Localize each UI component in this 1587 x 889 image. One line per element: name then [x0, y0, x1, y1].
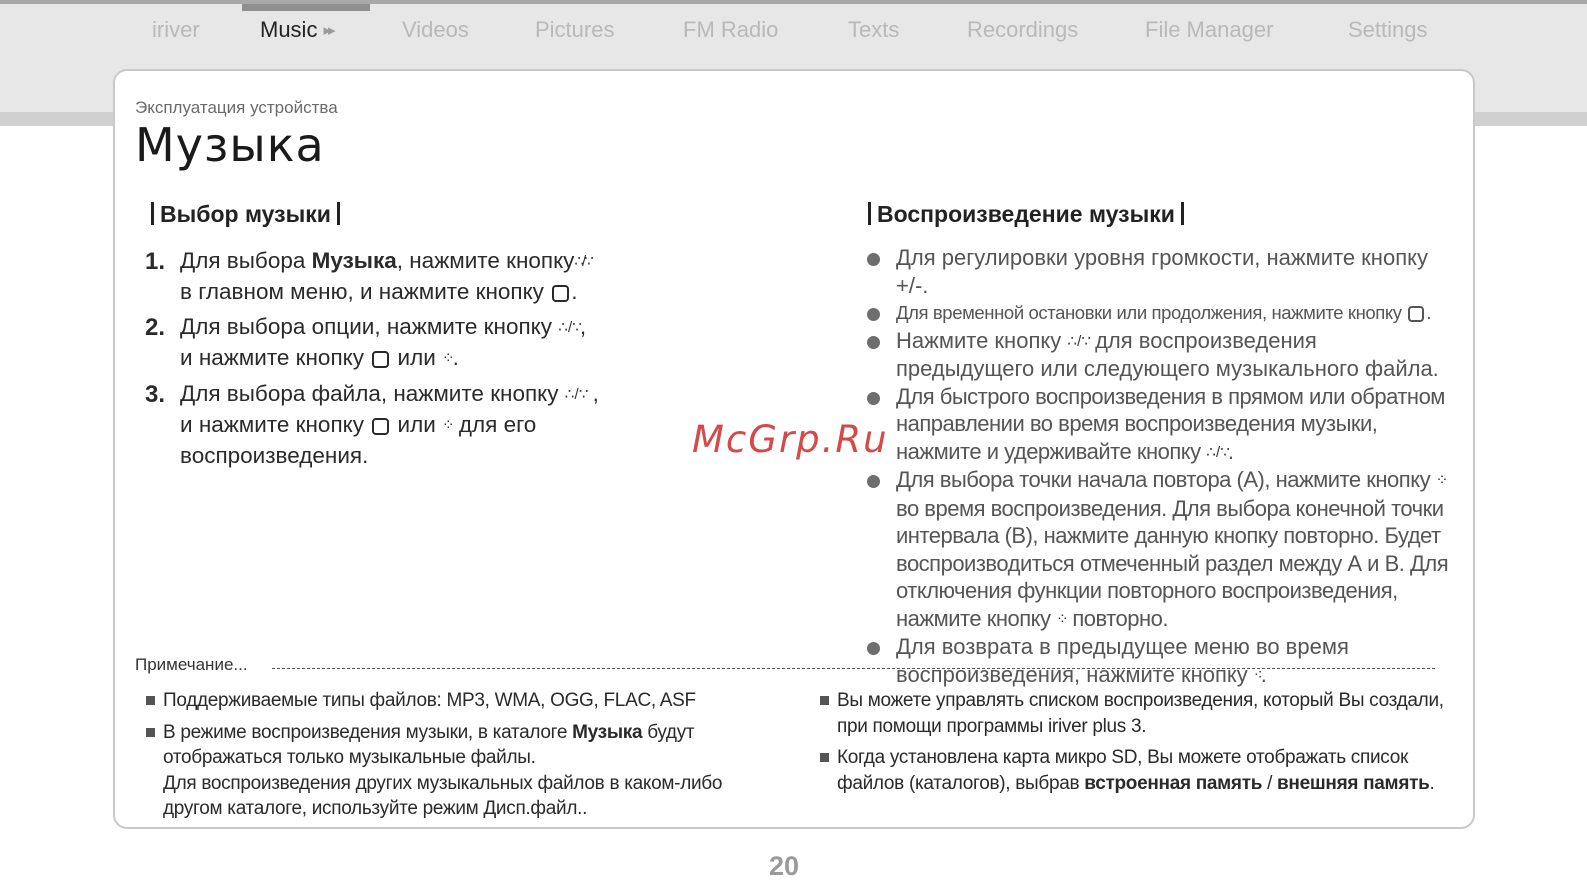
step-number: 1.	[145, 248, 166, 275]
list-item	[864, 327, 1464, 383]
list-item	[146, 688, 766, 714]
tab-music-label: Music	[260, 17, 318, 42]
step-text: ,	[579, 314, 587, 339]
step-text: .	[571, 279, 578, 304]
tab-recordings[interactable]: Recordings	[967, 17, 1079, 42]
playback-list	[864, 244, 1464, 689]
list-item	[864, 299, 1464, 327]
tab-fm-radio[interactable]: FM Radio	[683, 17, 779, 42]
breadcrumb: Эксплуатация устройства	[135, 98, 338, 117]
bullet-text: предыдущего или следующего музыкального файла.	[896, 356, 1439, 381]
step-text: Для выбора	[180, 248, 312, 273]
note-text: Поддерживаемые типы файлов: MP3, WMA, OGG, FLAC, ASF	[163, 690, 696, 711]
bullet-text: повторно.	[1072, 605, 1168, 631]
bullet-text: .	[1227, 438, 1234, 464]
step-text: .	[452, 345, 459, 370]
list-item	[864, 466, 1464, 633]
list-item	[864, 383, 1464, 467]
note-bold: Музыка	[572, 721, 643, 743]
note-text: Когда установлена карта микро SD, Вы можете отображать список файлов (каталогов), выбрав	[837, 747, 1408, 794]
tab-texts[interactable]: Texts	[848, 17, 900, 42]
step-item	[145, 312, 665, 374]
title-bar-right	[337, 202, 340, 225]
step-text: , нажмите кнопку	[396, 248, 575, 273]
bullet-text: Для временной остановки или продолжения, нажмите кнопку	[896, 302, 1402, 323]
bullet-text: .	[1426, 302, 1432, 323]
step-bold: Музыка	[311, 248, 397, 273]
step-text: или	[397, 345, 436, 370]
page-title: Музыка	[135, 118, 325, 172]
note-text: В режиме воспроизведения музыки, в каталоге	[163, 721, 573, 743]
section-title-text: Выбор музыки	[160, 201, 331, 227]
tab-music[interactable]	[260, 16, 333, 45]
right-button-icon: ⁘	[442, 350, 453, 367]
note-label: Примечание...	[135, 655, 248, 674]
select-button-icon	[552, 285, 569, 302]
step-text: Для выбора опции, нажмите кнопку	[180, 314, 552, 339]
bullet-text: для воспроизведения	[1095, 327, 1317, 353]
step-number: 3.	[145, 381, 166, 408]
step-text: в главном меню, и нажмите кнопку	[180, 279, 544, 304]
note-bold: внешняя память	[1277, 772, 1430, 794]
bullet-text: Нажмите кнопку	[896, 327, 1062, 353]
select-button-icon	[372, 351, 389, 368]
step-item	[145, 379, 665, 471]
list-item	[820, 688, 1460, 739]
forward-arrows-icon: ▸▸	[323, 22, 333, 39]
section-title-select-music	[145, 201, 346, 228]
bullet-text: .	[1260, 661, 1267, 687]
up-down-button-icon: ∴ / ∵	[558, 319, 580, 336]
section-title-playback	[862, 201, 1190, 228]
active-tab-indicator	[242, 4, 370, 11]
step-text: ,	[592, 381, 599, 406]
step-text: или	[397, 412, 436, 437]
bullet-text: во время воспроизведения. Для выбора конечной точки интервала (B), нажмите данную кнопку повторно. Будет воспроизводиться отмеченный раздел между А и В. Для отключения функции повторного воспроизведения, нажмите кнопку	[896, 495, 1449, 631]
tab-pictures[interactable]: Pictures	[535, 17, 615, 42]
up-down-button-icon: ∴/∵	[574, 253, 592, 270]
note-text: будут отображаться только музыкальные файлы.	[163, 721, 695, 768]
bullet-text: Для быстрого воспроизведения в прямом или обратном направлении во время воспроизведения музыки, нажмите и удерживайте кнопку	[896, 383, 1445, 464]
back-button-icon: ⁖	[1253, 666, 1261, 684]
step-number: 2.	[145, 314, 166, 341]
tab-videos[interactable]: Videos	[402, 17, 469, 42]
right-button-icon: ⁘	[1056, 610, 1067, 628]
steps-list	[145, 246, 665, 476]
section-title-text: Воспроизведение музыки	[877, 201, 1175, 227]
step-item	[145, 246, 665, 307]
note-text: Вы можете управлять списком воспроизведения, который Вы создали, при помощи программы iriver plus 3.	[837, 690, 1444, 737]
up-down-button-icon: ∴ / ∵	[564, 386, 587, 403]
list-item	[820, 745, 1460, 796]
bullet-text: Для возврата в предыдущее меню во время воспроизведения, нажмите кнопку	[896, 634, 1349, 687]
notes-right-list	[820, 688, 1460, 802]
title-bar-left	[868, 202, 871, 225]
bullet-text: Для выбора точки начала повтора (A), нажмите кнопку	[896, 467, 1431, 492]
step-text: для его	[458, 412, 537, 437]
note-divider	[272, 668, 1435, 669]
right-button-icon: ⁘	[1435, 472, 1447, 489]
list-item	[146, 720, 766, 822]
note-text: .	[1429, 772, 1435, 794]
list-item	[864, 633, 1464, 689]
tab-iriver[interactable]: iriver	[152, 17, 200, 42]
note-text: Для воспроизведения других музыкальных файлов в каком-либо другом каталоге, используйте режим Дисп.файл..	[163, 772, 723, 819]
select-button-icon	[372, 418, 389, 435]
list-item	[864, 244, 1464, 299]
step-text: и нажмите кнопку	[180, 412, 364, 437]
notes-left-list	[146, 688, 766, 828]
step-text: воспроизведения.	[180, 443, 369, 468]
note-bold: встроенная память	[1084, 772, 1263, 794]
up-down-button-icon: ∴ / ∵	[1067, 332, 1089, 350]
title-bar-right	[1181, 202, 1184, 225]
watermark: McGrp.Ru	[692, 418, 889, 461]
select-button-icon	[1408, 306, 1424, 322]
page-number: 20	[768, 851, 800, 881]
tab-settings[interactable]: Settings	[1348, 17, 1428, 42]
step-text: Для выбора файла, нажмите кнопку	[180, 381, 559, 406]
tab-file-manager[interactable]: File Manager	[1145, 17, 1274, 42]
note-text: /	[1262, 772, 1278, 794]
up-down-button-icon: ∴ / ∵	[1206, 443, 1228, 461]
title-bar-left	[151, 202, 154, 225]
bullet-text: Для регулировки уровня громкости, нажмите кнопку +/-.	[896, 245, 1428, 298]
right-button-icon: ⁘	[442, 417, 453, 434]
step-text: и нажмите кнопку	[180, 345, 364, 370]
